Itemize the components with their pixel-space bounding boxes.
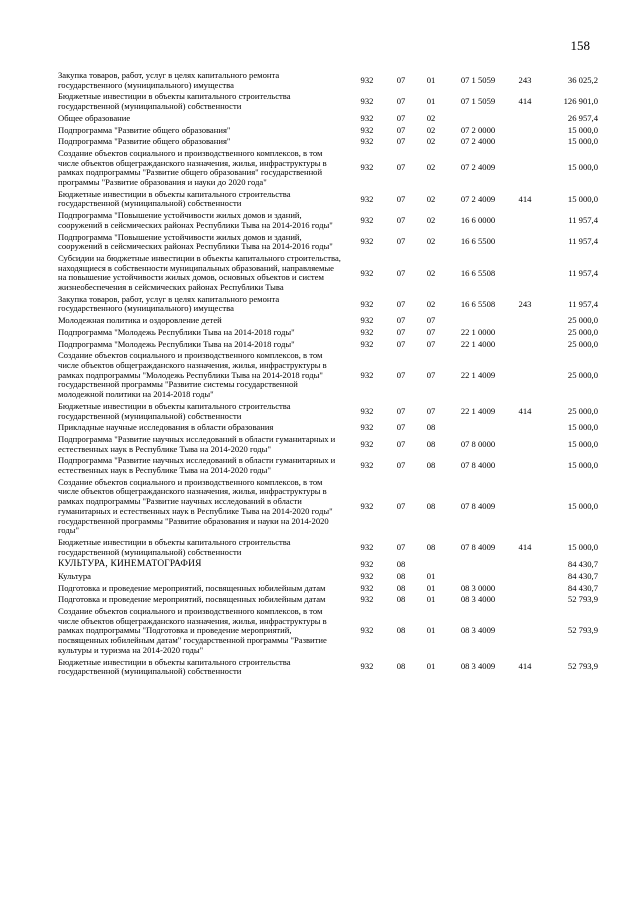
table-row — [58, 232, 598, 253]
page-number: 158 — [570, 38, 590, 53]
row-amount: 15 000,0 — [567, 422, 598, 433]
row-target-article: 22 1 4009 — [460, 369, 496, 380]
row-section-code: 07 — [396, 405, 406, 416]
row-amount: 15 000,0 — [567, 136, 598, 147]
row-section-code: 08 — [396, 570, 406, 581]
row-section-code: 07 — [396, 236, 406, 247]
row-ministry-code: 932 — [360, 298, 374, 309]
row-section-code: 07 — [396, 74, 406, 85]
table-row — [58, 477, 598, 537]
row-ministry-code: 932 — [360, 625, 374, 636]
row-expense-type — [510, 232, 540, 253]
row-target-article: 22 1 0000 — [460, 326, 496, 337]
row-ministry-code: 932 — [360, 661, 374, 672]
row-subsection-code: 02 — [426, 124, 436, 135]
row-name: Прикладные научные исследования в области образования — [58, 422, 274, 433]
table-row — [58, 657, 598, 678]
row-section-code: 07 — [396, 162, 406, 173]
row-name: Культура — [58, 570, 91, 581]
row-ministry-code: 932 — [360, 338, 374, 349]
row-expense-type: 414 — [518, 193, 532, 204]
row-amount: 52 793,9 — [567, 625, 598, 636]
row-ministry-code: 932 — [360, 422, 374, 433]
row-name: Подготовка и проведение мероприятий, посвященных юбилейным датам — [58, 582, 326, 593]
row-target-article: 07 8 4009 — [460, 500, 496, 511]
row-target-article: 07 8 4000 — [460, 460, 496, 471]
row-amount: 15 000,0 — [567, 460, 598, 471]
row-section-code: 07 — [396, 338, 406, 349]
row-name: Создание объектов социального и производственного комплексов, в том числе объектов общегражданского назначения, жилья, инфраструктуры в рамках подпрограммы "Развитие общего образования" государственной программы "Развитие образования и науки до 2020 года" — [58, 147, 327, 188]
row-section-code: 08 — [396, 625, 406, 636]
row-name: Создание объектов социального и производственного комплексов, в том числе объектов общегражданского назначения, жилья, инфраструктуры в рамках подпрограммы "Молодежь Республики Тыва на 2014-2018 годы" государственной программы "Развитие системы государственной молодежной политики на 2014-2018 годы" — [58, 350, 327, 400]
row-amount: 52 793,9 — [567, 661, 598, 672]
table-row — [58, 294, 598, 315]
table-row — [58, 189, 598, 210]
row-target-article: 07 8 0000 — [460, 438, 496, 449]
row-section-code: 07 — [396, 369, 406, 380]
row-name: Бюджетные инвестиции в объекты капитального строительства государственной (муниципальной) собственности — [58, 656, 291, 677]
row-expense-type — [510, 434, 540, 455]
row-target-article: 07 1 5059 — [460, 96, 496, 107]
row-name: Подпрограмма "Развитие общего образования" — [58, 136, 231, 147]
table-row — [58, 91, 598, 112]
row-target-article: 16 6 5508 — [460, 298, 496, 309]
row-amount: 25 000,0 — [567, 405, 598, 416]
row-subsection-code: 02 — [426, 136, 436, 147]
row-amount: 25 000,0 — [567, 315, 598, 326]
row-subsection-code: 07 — [426, 405, 436, 416]
row-ministry-code: 932 — [360, 112, 374, 123]
row-ministry-code: 932 — [360, 438, 374, 449]
row-amount: 15 000,0 — [567, 193, 598, 204]
row-subsection-code: 01 — [426, 661, 436, 672]
row-name: Подпрограмма "Повышение устойчивости жилых домов и зданий, сооружений в сейсмических районах Республики Тыва на 2014-2016 годы" — [58, 210, 333, 230]
row-name: Подпрограмма "Развитие научных исследований в области гуманитарных и естественных наук в Республике Тыва на 2014-2020 годы" — [58, 433, 336, 454]
table-row — [58, 571, 598, 583]
row-expense-type — [510, 594, 540, 606]
row-subsection-code: 01 — [426, 625, 436, 636]
row-name: Подпрограмма "Развитие общего образования" — [58, 124, 231, 135]
row-expense-type — [510, 125, 540, 137]
row-target-article: 07 2 4009 — [460, 162, 496, 173]
row-subsection-code: 02 — [426, 193, 436, 204]
row-expense-type — [510, 327, 540, 339]
row-target-article: 08 3 4000 — [460, 594, 496, 605]
table-row — [58, 583, 598, 595]
row-expense-type: 414 — [518, 405, 532, 416]
row-name: Субсидии на бюджетные инвестиции в объекты капитального строительства, находящиеся в собственности муниципальных образований, направляемые на повышение устойчивости жилых домов, основных объектов и систем жизнеобеспечения в сейсмических районах Республики Тыва — [58, 252, 341, 293]
table-row — [58, 350, 598, 401]
row-target-article: 07 2 0000 — [460, 124, 496, 135]
row-amount: 84 430,7 — [567, 582, 598, 593]
row-expense-type: 243 — [518, 298, 532, 309]
row-name: Подготовка и проведение мероприятий, посвященных юбилейным датам — [58, 594, 326, 605]
row-expense-type — [510, 477, 540, 537]
row-expense-type — [510, 253, 540, 294]
row-ministry-code: 932 — [360, 193, 374, 204]
row-name: Подпрограмма "Молодежь Республики Тыва на 2014-2018 годы" — [58, 338, 295, 349]
row-section-code: 08 — [396, 661, 406, 672]
row-ministry-code: 932 — [360, 136, 374, 147]
row-ministry-code: 932 — [360, 500, 374, 511]
row-target-article: 07 8 4009 — [460, 541, 496, 552]
table-row — [58, 136, 598, 148]
row-amount: 84 430,7 — [567, 570, 598, 581]
row-expense-type — [510, 210, 540, 231]
table-row — [58, 210, 598, 231]
table-row — [58, 113, 598, 125]
row-amount: 15 000,0 — [567, 162, 598, 173]
row-ministry-code: 932 — [360, 236, 374, 247]
row-target-article: 08 3 0000 — [460, 582, 496, 593]
row-expense-type — [510, 606, 540, 657]
row-ministry-code: 932 — [360, 162, 374, 173]
row-expense-type — [510, 455, 540, 476]
budget-table — [58, 70, 598, 678]
row-ministry-code: 932 — [360, 582, 374, 593]
row-section-code: 07 — [396, 315, 406, 326]
row-name: Подпрограмма "Повышение устойчивости жилых домов и зданий, сооружений в сейсмических районах Республики Тыва на 2014-2016 годы" — [58, 231, 333, 252]
row-expense-type — [510, 113, 540, 125]
row-name: Молодежная политика и оздоровление детей — [58, 315, 222, 326]
row-target-article: 07 2 4000 — [460, 136, 496, 147]
row-expense-type — [510, 148, 540, 189]
row-amount: 25 000,0 — [567, 369, 598, 380]
row-section-code: 07 — [396, 112, 406, 123]
row-amount: 11 957,4 — [568, 267, 598, 278]
table-row — [58, 455, 598, 476]
table-row — [58, 327, 598, 339]
row-section-code: 07 — [396, 438, 406, 449]
row-ministry-code: 932 — [360, 570, 374, 581]
row-subsection-code: 01 — [426, 96, 436, 107]
row-target-article: 16 6 5500 — [460, 236, 496, 247]
row-subsection-code: 07 — [426, 326, 436, 337]
row-subsection-code: 02 — [426, 162, 436, 173]
row-expense-type — [510, 422, 540, 434]
row-ministry-code: 932 — [360, 594, 374, 605]
row-amount: 25 000,0 — [567, 338, 598, 349]
row-amount: 15 000,0 — [567, 541, 598, 552]
row-section-code: 07 — [396, 541, 406, 552]
row-subsection-code: 02 — [426, 267, 436, 278]
row-section-code: 07 — [396, 96, 406, 107]
row-subsection-code — [416, 558, 446, 571]
row-expense-type: 414 — [518, 96, 532, 107]
row-name: Создание объектов социального и производственного комплексов, в том числе объектов общегражданского назначения, жилья, инфраструктуры в рамках подпрограммы "Развитие научных исследований в области гуманитарных и естественных наук в Республике Тыва на 2014-2020 годы" государственной программы "Развитие образования и науки на 2014-2020 годы" — [58, 476, 333, 536]
row-ministry-code: 932 — [360, 326, 374, 337]
row-amount: 36 025,2 — [567, 74, 598, 85]
row-section-code: 07 — [396, 136, 406, 147]
row-target-article — [446, 571, 510, 583]
row-section-code: 07 — [396, 214, 406, 225]
row-subsection-code: 02 — [426, 112, 436, 123]
row-amount: 11 957,4 — [568, 214, 598, 225]
row-subsection-code: 01 — [426, 594, 436, 605]
row-name: Бюджетные инвестиции в объекты капитального строительства государственной (муниципальной) собственности — [58, 91, 291, 112]
row-amount: 11 957,4 — [568, 236, 598, 247]
row-section-code: 07 — [396, 124, 406, 135]
row-ministry-code: 932 — [360, 405, 374, 416]
table-row — [58, 315, 598, 327]
row-section-code: 07 — [396, 326, 406, 337]
table-row — [58, 125, 598, 137]
row-target-article: 22 1 4009 — [460, 405, 496, 416]
row-subsection-code: 01 — [426, 570, 436, 581]
row-expense-type: 414 — [518, 661, 532, 672]
row-subsection-code: 07 — [426, 369, 436, 380]
row-subsection-code: 02 — [426, 214, 436, 225]
row-amount: 15 000,0 — [567, 124, 598, 135]
row-subsection-code: 01 — [426, 74, 436, 85]
row-subsection-code: 02 — [426, 236, 436, 247]
row-section-code: 07 — [396, 500, 406, 511]
row-ministry-code: 932 — [360, 96, 374, 107]
row-ministry-code: 932 — [360, 541, 374, 552]
row-section-code: 07 — [396, 422, 406, 433]
row-name: Подпрограмма "Молодежь Республики Тыва на 2014-2018 годы" — [58, 326, 295, 337]
row-expense-type: 414 — [518, 541, 532, 552]
row-expense-type: 243 — [518, 74, 532, 85]
row-amount: 15 000,0 — [567, 500, 598, 511]
row-name: Бюджетные инвестиции в объекты капитального строительства государственной (муниципальной) собственности — [58, 536, 291, 557]
row-subsection-code: 08 — [426, 438, 436, 449]
row-section-code: 07 — [396, 460, 406, 471]
row-section-code: 08 — [396, 594, 406, 605]
row-target-article — [446, 315, 510, 327]
row-subsection-code: 08 — [426, 460, 436, 471]
row-name: Бюджетные инвестиции в объекты капитального строительства государственной (муниципальной) собственности — [58, 400, 291, 421]
row-target-article: 07 1 5059 — [460, 74, 496, 85]
budget-table-body — [58, 70, 598, 678]
row-expense-type — [510, 558, 540, 571]
row-target-article: 22 1 4000 — [460, 338, 496, 349]
table-row — [58, 339, 598, 351]
row-amount: 126 901,0 — [563, 96, 598, 107]
table-row — [58, 70, 598, 91]
row-section-code: 08 — [396, 582, 406, 593]
table-row — [58, 537, 598, 558]
row-target-article — [446, 113, 510, 125]
table-row — [58, 401, 598, 422]
row-ministry-code: 932 — [360, 124, 374, 135]
row-amount: 84 430,7 — [567, 558, 598, 569]
table-row — [58, 606, 598, 657]
row-expense-type — [510, 315, 540, 327]
row-ministry-code: 932 — [360, 214, 374, 225]
row-name: Бюджетные инвестиции в объекты капитального строительства государственной (муниципальной) собственности — [58, 188, 291, 209]
row-amount: 15 000,0 — [567, 438, 598, 449]
row-section-code: 07 — [396, 298, 406, 309]
row-amount: 11 957,4 — [568, 298, 598, 309]
row-subsection-code: 01 — [426, 582, 436, 593]
row-subsection-code: 02 — [426, 298, 436, 309]
row-expense-type — [510, 136, 540, 148]
row-ministry-code: 932 — [360, 369, 374, 380]
row-subsection-code: 07 — [426, 338, 436, 349]
row-target-article — [446, 558, 510, 571]
row-ministry-code: 932 — [360, 74, 374, 85]
row-subsection-code: 08 — [426, 500, 436, 511]
row-name: Подпрограмма "Развитие научных исследований в области гуманитарных и естественных наук в Республике Тыва на 2014-2020 годы" — [58, 455, 336, 476]
table-row — [58, 253, 598, 294]
row-ministry-code: 932 — [360, 460, 374, 471]
row-name: Общее образование — [58, 112, 131, 123]
row-expense-type — [510, 571, 540, 583]
table-row — [58, 422, 598, 434]
row-target-article: 16 6 0000 — [460, 214, 496, 225]
row-ministry-code: 932 — [360, 267, 374, 278]
row-section-code: 07 — [396, 193, 406, 204]
row-name: Закупка товаров, работ, услуг в целях капитального ремонта государственного (муниципального) имущества — [58, 70, 280, 90]
row-target-article: 08 3 4009 — [460, 661, 496, 672]
section-row — [58, 558, 598, 571]
row-subsection-code: 07 — [426, 315, 436, 326]
row-amount: 52 793,9 — [567, 594, 598, 605]
row-ministry-code: 932 — [360, 558, 374, 569]
row-section-code: 08 — [396, 558, 406, 569]
row-target-article: 08 3 4009 — [460, 625, 496, 636]
row-name: КУЛЬТУРА, КИНЕМАТОГРАФИЯ — [58, 559, 202, 570]
row-ministry-code: 932 — [360, 315, 374, 326]
row-section-code: 07 — [396, 267, 406, 278]
row-name: Создание объектов социального и производственного комплексов, в том числе объектов общегражданского назначения, жилья, инфраструктуры в рамках подпрограммы "Подготовка и проведение мероприятий, посвященных юбилейным датам" государственной программы "Развитие культуры и туризма на 2014-2020 годы" — [58, 606, 327, 655]
table-row — [58, 148, 598, 189]
row-amount: 26 957,4 — [567, 112, 598, 123]
row-target-article — [446, 422, 510, 434]
row-target-article: 07 2 4009 — [460, 193, 496, 204]
table-row — [58, 434, 598, 455]
row-name: Закупка товаров, работ, услуг в целях капитального ремонта государственного (муниципального) имущества — [58, 293, 280, 314]
row-target-article: 16 6 5508 — [460, 267, 496, 278]
row-expense-type — [510, 339, 540, 351]
row-subsection-code: 08 — [426, 422, 436, 433]
row-expense-type — [510, 350, 540, 401]
row-amount: 25 000,0 — [567, 326, 598, 337]
table-row — [58, 594, 598, 606]
row-subsection-code: 08 — [426, 541, 436, 552]
row-expense-type — [510, 583, 540, 595]
